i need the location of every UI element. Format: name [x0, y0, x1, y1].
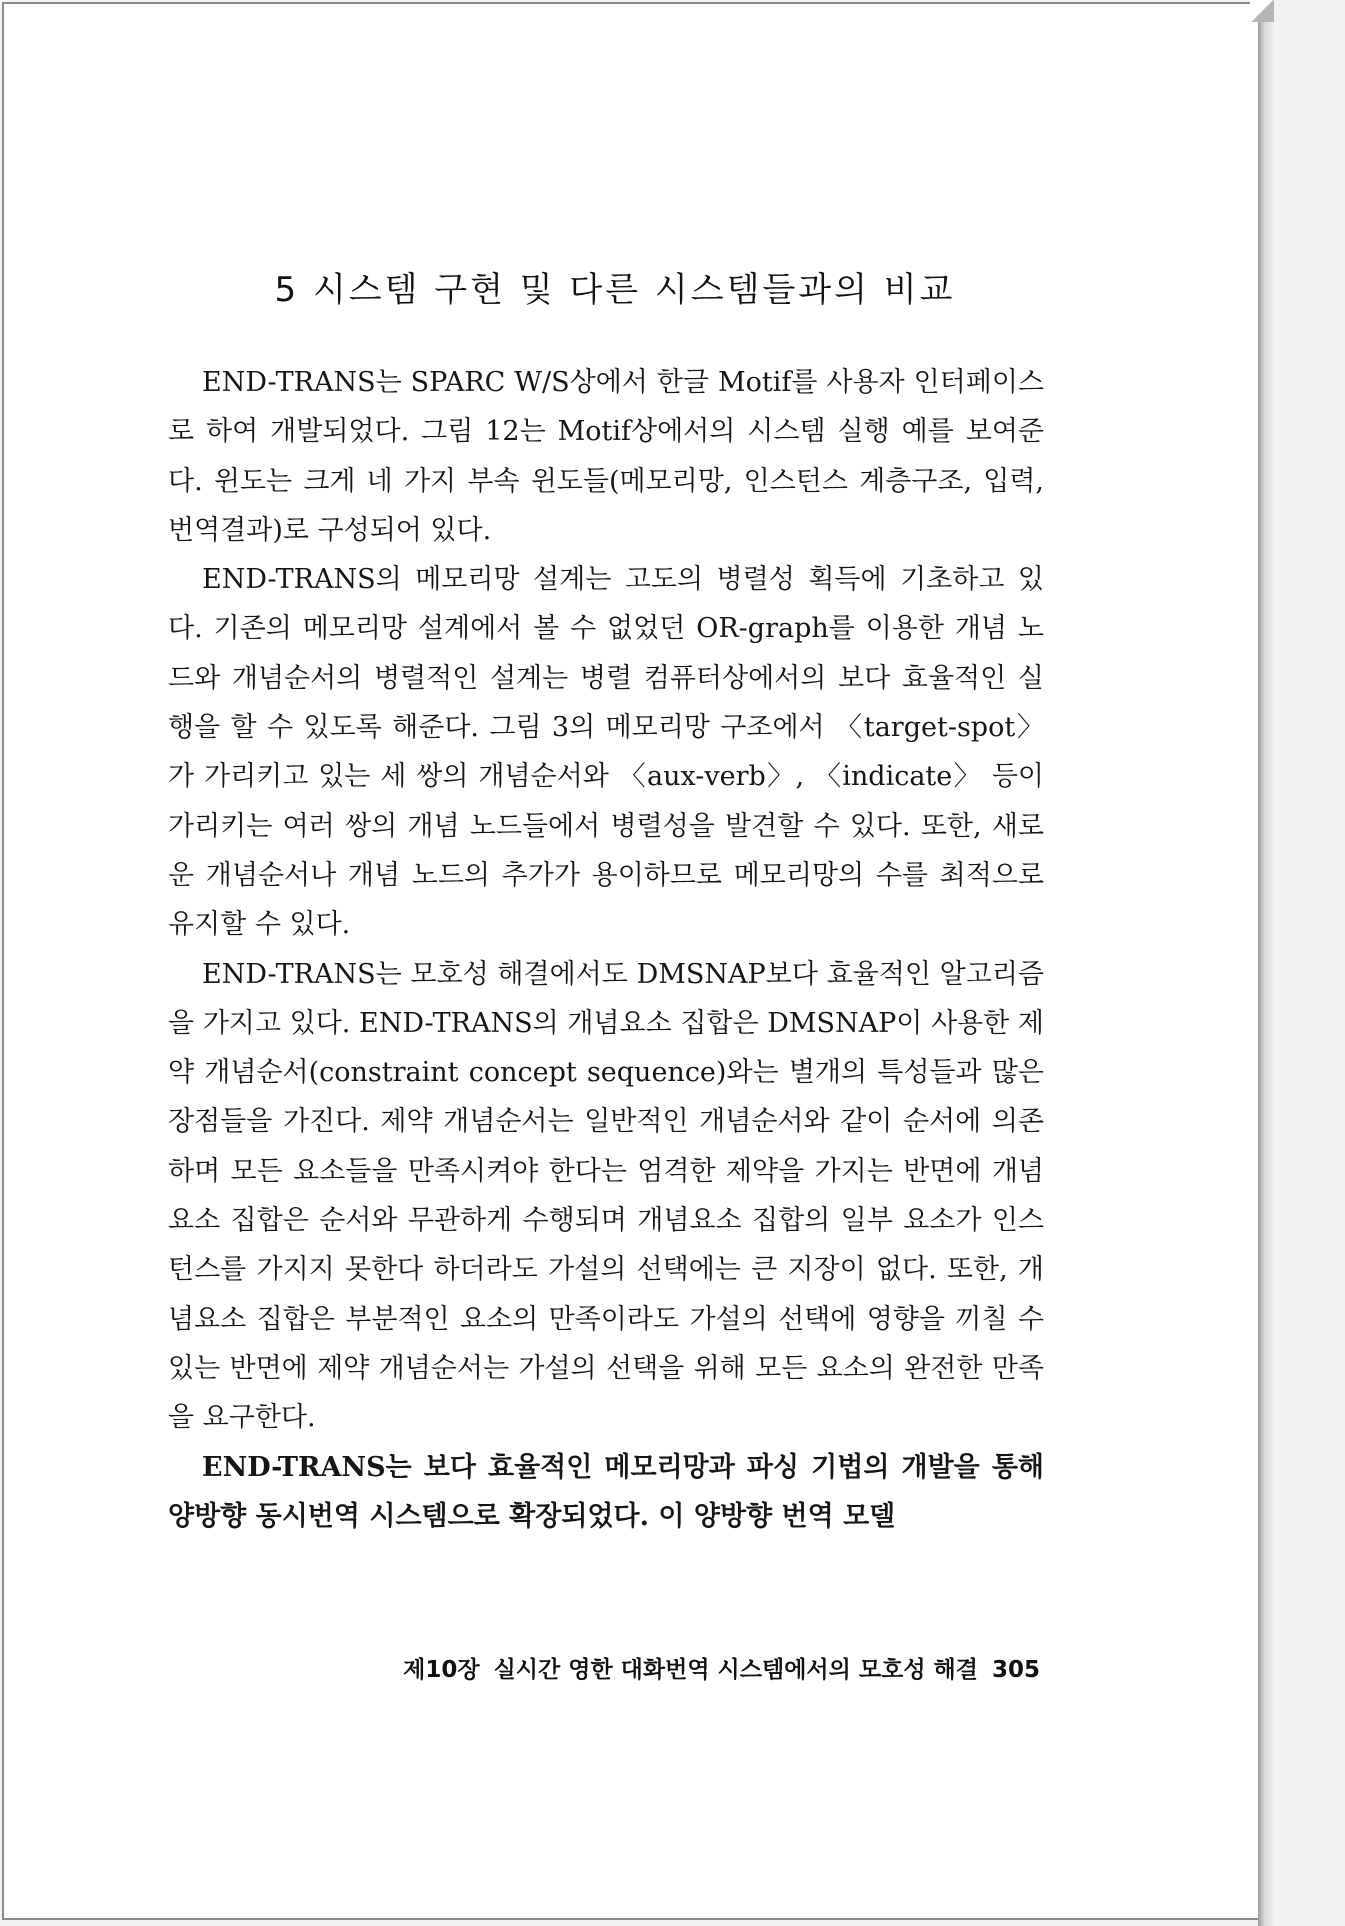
page-number: 305	[991, 1657, 1040, 1683]
running-footer	[330, 1651, 1040, 1684]
page-edge-shadow	[1258, 0, 1274, 1926]
page-corner-fold	[1250, 0, 1274, 22]
body-text	[168, 358, 1044, 1541]
paragraph-3: END-TRANS는 모호성 해결에서도 DMSNAP보다 효율적인 알고리즘을 가지고 있다. END-TRANS의 개념요소 집합은 DMSNAP이 사용한 제약 개념순서(constraint concept sequence)와는 별개의 특성들과 많은 장점들을 가진다. 제약 개념순서는 일반적인 개념순서와 같이 순서에 의존하며 모든 요소들을 만족시켜야 한다는 엄격한 제약을 가지는 반면에 개념요소 집합은 순서와 무관하게 수행되며 개념요소 집합의 일부 요소가 인스턴스를 가지지 못한다 하더라도 가설의 선택에는 큰 지장이 없다. 또한, 개념요소 집합은 부분적인 요소의 만족이라도 가설의 선택에 영향을 끼칠 수 있는 반면에 제약 개념순서는 가설의 선택을 위해 모든 요소의 완전한 만족을 요구한다.	[168, 958, 1044, 1434]
footer-chapter-title: 실시간 영한 대화번역 시스템에서의 모호성 해결	[493, 1657, 978, 1683]
section-heading: 5 시스템 구현 및 다른 시스템들과의 비교	[274, 270, 956, 310]
paragraph-2: END-TRANS의 메모리망 설계는 고도의 병렬성 획득에 기초하고 있다. 기존의 메모리망 설계에서 볼 수 없었던 OR-graph를 이용한 개념 노드와 개념순서의 병렬적인 설계는 병렬 컴퓨터상에서의 보다 효율적인 실행을 할 수 있도록 해준다. 그림 3의 메모리망 구조에서 〈target-spot〉가 가리키고 있는 세 쌍의 개념순서와 〈aux-verb〉, 〈indicate〉 등이 가리키는 여러 쌍의 개념 노드들에서 병렬성을 발견할 수 있다. 또한, 새로운 개념순서나 개념 노드의 추가가 용이하므로 메모리망의 수를 최적으로 유지할 수 있다.	[168, 564, 1044, 941]
footer-chapter: 제10장	[403, 1657, 480, 1683]
paragraph-1: END-TRANS는 SPARC W/S상에서 한글 Motif를 사용자 인터페이스로 하여 개발되었다. 그림 12는 Motif상에서의 시스템 실행 예를 보여준다. 윈도는 크게 네 가지 부속 윈도들(메모리망, 인스턴스 계층구조, 입력, 번역결과)로 구성되어 있다.	[168, 367, 1044, 546]
paragraph-4: END-TRANS는 보다 효율적인 메모리망과 파싱 기법의 개발을 통해 양방향 동시번역 시스템으로 확장되었다. 이 양방향 번역 모델	[168, 1451, 1044, 1532]
